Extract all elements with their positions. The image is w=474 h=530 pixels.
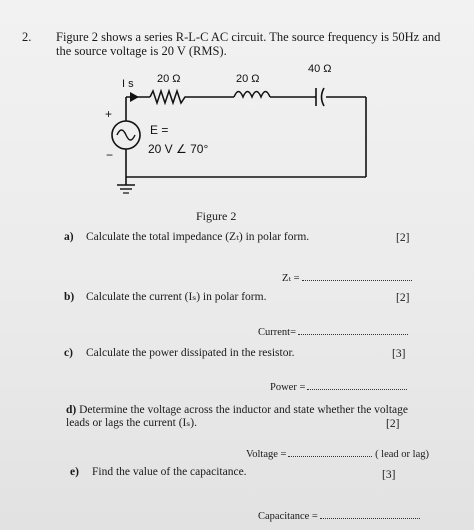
- part-c-answer-label: Power =: [270, 382, 306, 393]
- inductor-label: 20 Ω: [236, 73, 260, 85]
- capacitor-label: 40 Ω: [308, 63, 332, 75]
- part-d-question: [66, 404, 422, 430]
- part-e-answer-line: [258, 509, 420, 522]
- part-d-answer-line: [246, 447, 429, 460]
- part-c-text: Calculate the power dissipated in the resistor.: [86, 347, 295, 359]
- source-label-line1: E =: [150, 123, 169, 137]
- figure-caption: Figure 2: [196, 209, 237, 223]
- current-arrow-icon: [130, 92, 139, 102]
- part-e-question: [70, 466, 370, 479]
- part-e-answer-label: Capacitance =: [258, 511, 318, 522]
- part-c-question: [64, 347, 364, 360]
- part-c-answer-line: [270, 380, 407, 393]
- part-b-marks: [2]: [396, 292, 410, 304]
- resistor-label: 20 Ω: [157, 73, 181, 85]
- part-e-text: Find the value of the capacitance.: [92, 466, 247, 478]
- part-b-text: Calculate the current (Iₛ) in polar form.: [86, 291, 267, 303]
- minus-sign: −: [106, 148, 114, 162]
- part-a-letter: a): [64, 231, 74, 243]
- part-b-answer-line: [258, 325, 408, 338]
- part-b-question: [64, 291, 364, 304]
- part-d-letter: d): [66, 404, 77, 416]
- sine-wave-icon: [117, 130, 135, 140]
- part-a-text: Calculate the total impedance (Zₜ) in polar form.: [86, 231, 310, 243]
- part-d-answer-suffix: ( lead or lag): [375, 449, 429, 460]
- question-intro: Figure 2 shows a series R-L-C AC circuit. The source frequency is 50Hz and the source voltage is 20 V (RMS).: [56, 30, 441, 58]
- part-d-answer-blank[interactable]: [288, 447, 372, 457]
- part-e-marks: [3]: [382, 469, 396, 481]
- part-c-letter: c): [64, 347, 73, 359]
- plus-sign: +: [105, 107, 113, 121]
- part-b-answer-blank[interactable]: [298, 325, 408, 335]
- part-a-question: [64, 231, 364, 244]
- part-b-letter: b): [64, 291, 75, 303]
- part-a-answer-line: [282, 271, 412, 284]
- part-e-answer-blank[interactable]: [320, 509, 420, 519]
- current-label: I s: [122, 78, 134, 90]
- part-b-answer-label: Current=: [258, 327, 296, 338]
- question-number: 2.: [22, 30, 32, 44]
- part-d-text: Determine the voltage across the inductor and state whether the voltage leads or lags the current (Iₛ).: [66, 404, 409, 429]
- part-a-answer-blank[interactable]: [302, 271, 412, 281]
- part-d-marks: [2]: [386, 418, 400, 430]
- source-label-line2: 20 V ∠ 70°: [148, 142, 209, 156]
- part-a-marks: [2]: [396, 232, 410, 244]
- part-c-answer-blank[interactable]: [307, 380, 407, 390]
- part-a-answer-label: Zₜ =: [282, 273, 300, 284]
- part-e-letter: e): [70, 466, 79, 478]
- circuit-diagram: [88, 55, 378, 205]
- part-c-marks: [3]: [392, 348, 406, 360]
- part-d-answer-label: Voltage =: [246, 449, 287, 460]
